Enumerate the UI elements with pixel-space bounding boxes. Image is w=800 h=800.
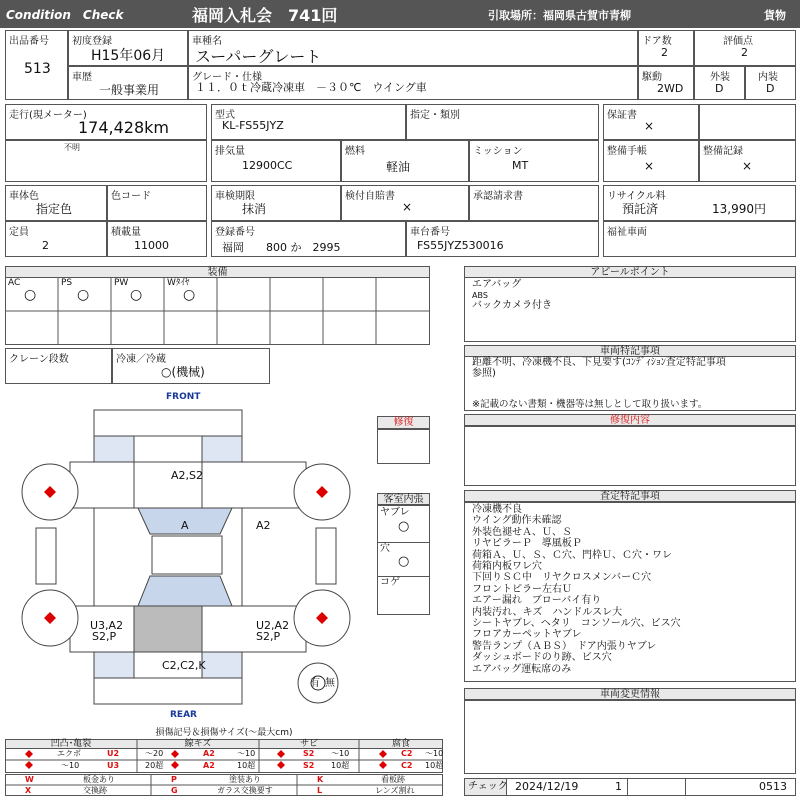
regno-box: 登録番号 福岡 800 か 2995 — [211, 221, 406, 257]
damage-left-rear-1: U3,A2 — [90, 619, 124, 632]
inspection-box: 車検期限 抹消 — [211, 185, 341, 221]
assessment-line: シートヤブレ、ヘタリ コンソール穴、ビス穴 — [472, 618, 681, 629]
equip-ps-mark: ○ — [77, 287, 90, 303]
assessment-line: 冷凍機不良 — [472, 504, 522, 515]
repair-content-box — [464, 426, 796, 486]
mileage: 174,428km — [78, 118, 170, 137]
assessment-box — [464, 502, 796, 682]
assessment-line: 警告ランプ（ＡＢＳ） ドア内張りヤブレ — [472, 640, 657, 652]
cabin-yabure-mark: ○ — [398, 519, 410, 534]
lot-box: 出品番号 513 — [5, 30, 68, 100]
equipment-title: 装備 — [5, 266, 430, 278]
check-date: 2024/12/19 — [515, 780, 579, 793]
damage-rear: C2,C2,K — [162, 659, 206, 672]
assessment-line: フロントピラー左右Ｕ — [472, 583, 572, 595]
crane-box: クレーン段数 — [5, 348, 112, 384]
damage-right-rear-1: U2,A2 — [256, 619, 290, 632]
equip-wtire-mark: ○ — [183, 287, 196, 303]
equip-ac-mark: ○ — [24, 287, 37, 303]
capacity-box: 定員 2 — [5, 221, 107, 257]
maint-rec-box: 整備記録 × — [699, 140, 796, 182]
chassis-box: 車台番号 FS55JYZ530016 — [406, 221, 599, 257]
recycle-box: リサイクル料 預託済 13,990円 — [603, 185, 796, 221]
damage-hood: A2,S2 — [171, 469, 204, 482]
damage-right-door: A2 — [256, 519, 271, 532]
lot-number: 513 — [24, 61, 51, 77]
auction-name: 福岡入札会 741回 — [192, 6, 338, 25]
assessment-line: フロアカーペットヤブレ — [472, 629, 582, 641]
notes-title: 車両特記事項 — [464, 345, 796, 357]
repair-title: 修復 — [377, 416, 430, 429]
warranty-box: 保証書 × — [603, 104, 699, 140]
mileage-box: 走行(現メーター) 174,428km — [5, 104, 207, 140]
assessment-title: 査定特記事項 — [464, 490, 796, 502]
doc-title: Condition Check — [6, 8, 124, 22]
header-bar — [0, 0, 800, 28]
approval-box: 承認請求書 — [469, 185, 599, 221]
assessment-line: エアバッグ運転席のみ — [472, 663, 572, 675]
welfare-box: 福祉車両 — [603, 221, 796, 257]
pickup-location: 引取場所：福岡県古賀市青柳 — [488, 9, 631, 22]
mission-box: ミッション MT — [469, 140, 599, 182]
appeal-box: エアバッグ ABS バックカメラ付き — [464, 277, 796, 342]
vehicle-name: スーパーグレート — [195, 47, 322, 66]
drive-box: 駆動 2WD — [638, 66, 694, 100]
assessment-line: 外装色褪せＡ、Ｕ、Ｓ — [472, 526, 572, 538]
ext-box: 外装 D — [694, 66, 745, 100]
equip-ps-label: PS — [61, 278, 73, 288]
appeal-title: アピールポイント — [464, 266, 796, 278]
history-box: 車歴 一般事業用 — [68, 66, 188, 100]
equipment-grid — [5, 277, 430, 345]
repair-content-title: 修復内容 — [464, 414, 796, 426]
cabin-title: 客室内張 — [377, 493, 430, 505]
front-label: FRONT — [166, 392, 201, 402]
legend: 損傷記号＆損傷サイズ(～最大cm) 凹凸･亀裂 線キズ サビ 腐食 エクボ U2 ～20 ～10 U3 20超 A2 ～10 A2 10超 S2 ～10 S2 10超 C2 ～10 C2 10超 W 板金あり P 塗装あり K 看板跡 X 交換跡 G ガラス交換要す L レンズ割れ — [5, 728, 443, 796]
notes-box: 距離不明、冷凍機不良、下見要す(ｺﾝﾃﾞｨｼｮﾝ査定特記事項 参照) ※記載のない書類・機器等は無しとして取り扱います。 — [464, 356, 796, 411]
score: 2 — [741, 46, 748, 59]
repair-box — [377, 429, 430, 464]
change-box — [464, 700, 796, 774]
name-box: 車種名 スーパーグレート — [188, 30, 638, 66]
assessment-line: 荷箱Ａ、Ｕ、Ｓ、Ｃ穴、門枠Ｕ、Ｃ穴・ワレ — [472, 549, 672, 561]
grade-box: グレード・仕様 １１．０ｔ冷蔵冷凍車 －３０℃ ウイング車 — [188, 66, 638, 100]
assessment-line: ダッシュボードのり跡、ビス穴 — [472, 652, 612, 664]
damage-diagram — [0, 388, 376, 723]
color-box: 車体色 指定色 — [5, 185, 107, 221]
equip-pw-label: PW — [114, 278, 129, 288]
score-box: 評価点 2 — [694, 30, 796, 66]
fuel-box: 燃料 軽油 — [341, 140, 469, 182]
assessment-line: リヤピラーＰ 導風板Ｐ — [472, 538, 582, 550]
damage-right-rear-2: S2,P — [256, 630, 281, 643]
rear-label: REAR — [170, 710, 197, 720]
load-box: 積載量 11000 — [107, 221, 207, 257]
check-bar: チェック 2024/12/19 1 0513 — [464, 778, 796, 796]
smoke-no: 無 — [325, 678, 335, 689]
first-reg-box: 初度登録 H15年06月 — [68, 30, 188, 66]
assessment-line: 荷箱内板ワレ穴 — [472, 561, 542, 572]
cabin-box: ヤブレ ○ 穴 ○ コゲ — [377, 505, 430, 615]
equip-wtire-label: Wﾀｲﾔ — [167, 278, 190, 288]
model-box: 型式 KL-FS55JYZ — [211, 104, 406, 140]
maint-box: 整備手帳 × — [603, 140, 699, 182]
assessment-line: ウイング動作未確認 — [472, 515, 562, 527]
designation-box: 指定・類別 — [406, 104, 599, 140]
doors-box: ドア数 2 — [638, 30, 694, 66]
damage-left-rear-2: S2,P — [92, 630, 117, 643]
smoke-yes: 有 — [310, 678, 320, 689]
vehicle-category: 貨物 — [764, 9, 786, 22]
assessment-line: エアー漏れ ブローバイ有り — [472, 595, 602, 607]
color-code-box: 色コード — [107, 185, 207, 221]
first-reg: H15年06月 — [91, 48, 166, 64]
damage-windshield: A — [181, 519, 189, 532]
change-title: 車両変更情報 — [464, 688, 796, 700]
assessment-line: 内装汚れ、キズ ハンドルスレ大 — [472, 606, 623, 618]
freezer-box: 冷凍／冷蔵 ○(機械) — [112, 348, 270, 384]
displacement-box: 排気量 12900CC — [211, 140, 341, 182]
cabin-ana-mark: ○ — [398, 554, 410, 569]
mileage-note-box: 不明 — [5, 140, 207, 182]
assessment-line: 下回りＳＣ中 リヤクロスメンバーＣ穴 — [472, 572, 652, 584]
equip-pw-mark: ○ — [130, 287, 143, 303]
equip-ac-label: AC — [8, 278, 21, 288]
int-box: 内装 D — [745, 66, 796, 100]
auto-tax-box: 検付自賠書 × — [341, 185, 469, 221]
warranty-blank — [699, 104, 796, 140]
